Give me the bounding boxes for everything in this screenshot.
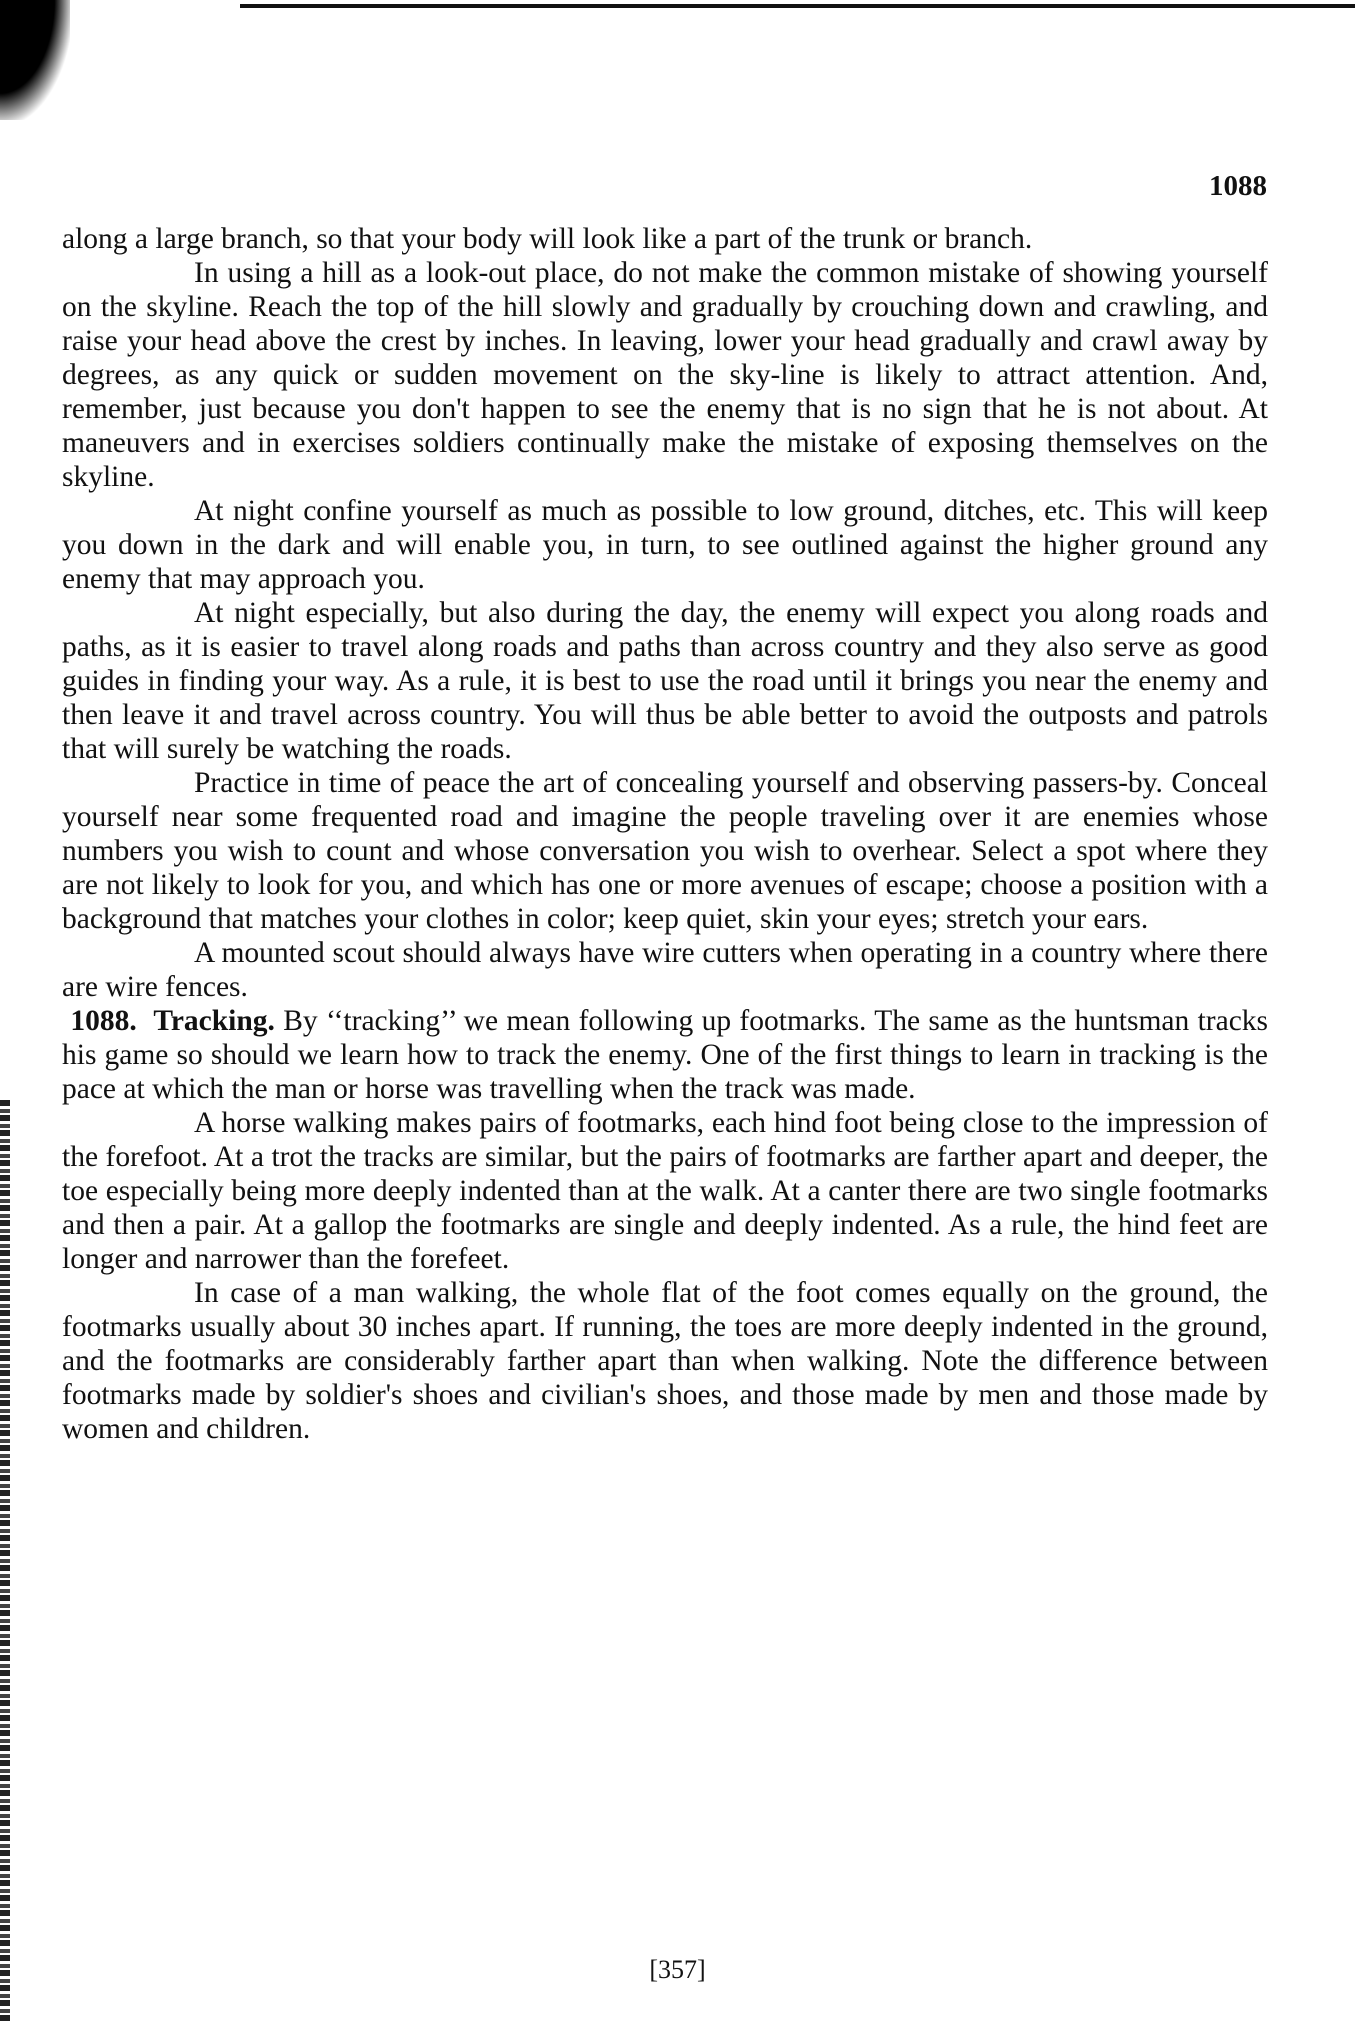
- paragraph: Practice in time of peace the art of concealing yourself and observing passers-by. Conceal yourself near some frequented road and imagine the people traveling over it are enemies whose numbers you wish to count and whose conversation you wish to overhear. Select a spot where they are not likely to look for you, and which has one or more avenues of escape; choose a position with a background that matches your clothes in color; keep quiet, skin your eyes; stretch your ears.: [62, 767, 1268, 935]
- paragraph: A mounted scout should always have wire cutters when operating in a country where there are wire fences.: [62, 937, 1268, 1003]
- scan-binding-edge: [0, 1100, 10, 2022]
- section-number: 1088.: [70, 1005, 137, 1037]
- section-paragraph: [62, 1004, 1268, 1106]
- paragraph: At night confine yourself as much as possible to low ground, ditches, etc. This will keep you down in the dark and will enable you, in turn, to see outlined against the higher ground any enemy that may approach you.: [62, 495, 1268, 595]
- page-body: [62, 222, 1268, 1446]
- top-rule: [240, 4, 1355, 8]
- paragraph: In using a hill as a look-out place, do not make the common mistake of showing yourself on the skyline. Reach the top of the hill slowly and gradually by crouching down and crawling, and raise your head above the crest by inches. In leaving, lower your head gradually and crawl away by degrees, as any quick or sudden movement on the sky-line is likely to attract attention. And, remember, just because you don't happen to see the enemy that is no sign that he is not about. At maneuvers and in exercises soldiers continually make the mistake of exposing themselves on the skyline.: [62, 257, 1268, 493]
- paragraph: A horse walking makes pairs of footmarks, each hind foot being close to the impression of the forefoot. At a trot the tracks are similar, but the pairs of footmarks are farther apart and deeper, the toe especially being more deeply indented than at the walk. At a canter there are two single footmarks and then a pair. At a gallop the footmarks are single and deeply indented. As a rule, the hind feet are longer and narrower than the forefeet.: [62, 1107, 1268, 1275]
- section-text: By ‘‘tracking’’ we mean following up footmarks. The same as the huntsman tracks his game so should we learn how to track the enemy. One of the first things to learn in tracking is the pace at which the man or horse was travelling when the track was made.: [62, 1005, 1269, 1105]
- page-footer-number: [357]: [649, 1955, 706, 1984]
- scan-shadow-corner: [0, 0, 70, 120]
- paragraph: At night especially, but also during the day, the enemy will expect you along roads and paths, as it is easier to travel along roads and paths than across country and they also serve as good guides in finding your way. As a rule, it is best to use the road until it brings you near the enemy and then leave it and travel across country. You will thus be able better to avoid the outposts and patrols that will surely be watching the roads.: [62, 597, 1268, 765]
- paragraph: In case of a man walking, the whole flat of the foot comes equally on the ground, the footmarks usually about 30 inches apart. If running, the toes are more deeply indented in the ground, and the footmarks are considerably farther apart than when walking. Note the difference between footmarks made by soldier's shoes and civilian's shoes, and those made by men and those made by women and children.: [62, 1277, 1268, 1445]
- section-title: Tracking.: [153, 1005, 275, 1037]
- paragraph-number-header: 1088: [1209, 170, 1267, 202]
- paragraph: along a large branch, so that your body will look like a part of the trunk or branch.: [62, 223, 1033, 255]
